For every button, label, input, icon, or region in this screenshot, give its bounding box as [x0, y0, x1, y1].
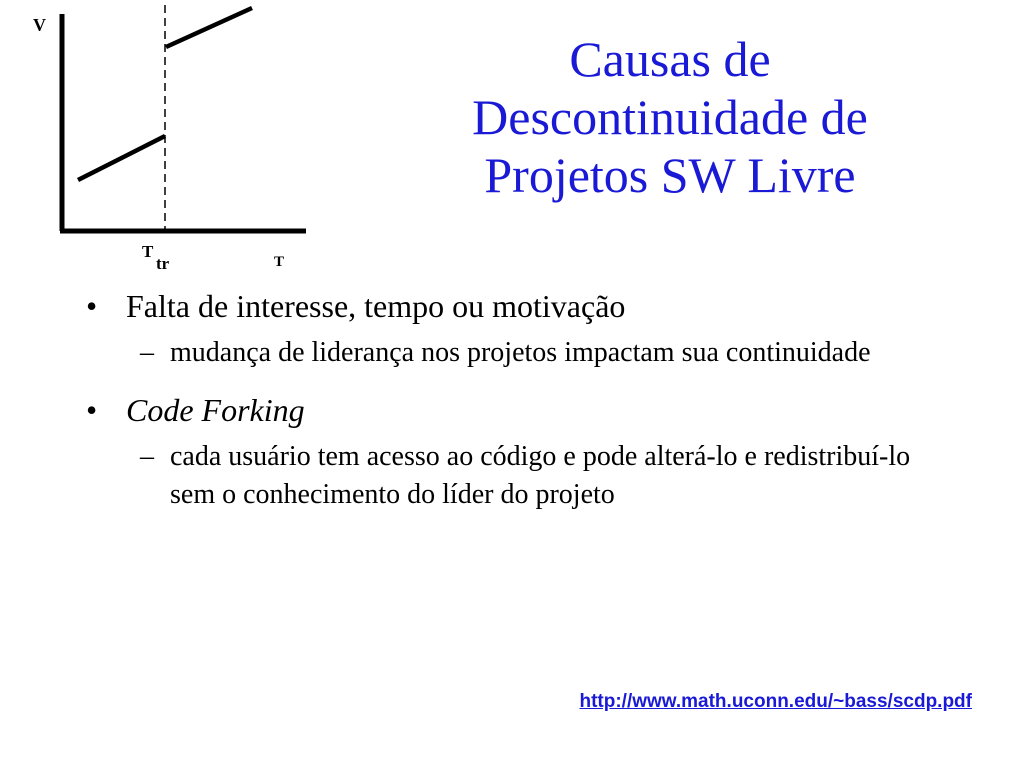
title-line-1: Causas de: [569, 31, 771, 87]
slide-title: [350, 30, 990, 204]
discontinuity-graph: [0, 0, 330, 285]
discontinuity-diagram: [0, 0, 330, 285]
title-line-3: Projetos SW Livre: [484, 147, 856, 203]
t-axis-label: T: [274, 254, 285, 270]
pre-transition-segment: [78, 136, 165, 180]
sub-bullet-item: [82, 334, 950, 372]
bullet-list: [82, 286, 982, 514]
sub-bullet-marker: –: [140, 441, 154, 472]
source-link[interactable]: http://www.math.uconn.edu/~bass/scdp.pdf: [579, 691, 972, 712]
v-axis-label: V: [33, 15, 46, 35]
bullet-item: [82, 390, 982, 430]
sub-bullet-marker: –: [140, 337, 154, 368]
bullet-item: [82, 286, 982, 326]
bullet-marker: •: [86, 392, 98, 428]
bullet-text: Code Forking: [126, 392, 305, 428]
transition-subscript-label: tr: [156, 254, 170, 273]
post-transition-segment: [166, 8, 252, 47]
transition-t-label: T: [142, 242, 154, 261]
title-line-2: Descontinuidade de: [472, 89, 868, 145]
sub-bullet-item: [82, 438, 950, 514]
bullet-marker: •: [86, 288, 98, 324]
bullet-text: Falta de interesse, tempo ou motivação: [126, 288, 626, 324]
sub-bullet-text: mudança de liderança nos projetos impactam sua continuidade: [170, 337, 871, 368]
sub-bullet-text: cada usuário tem acesso ao código e pode alterá-lo e redistribuí-lo sem o conhecimento do líder do projeto: [170, 441, 911, 510]
